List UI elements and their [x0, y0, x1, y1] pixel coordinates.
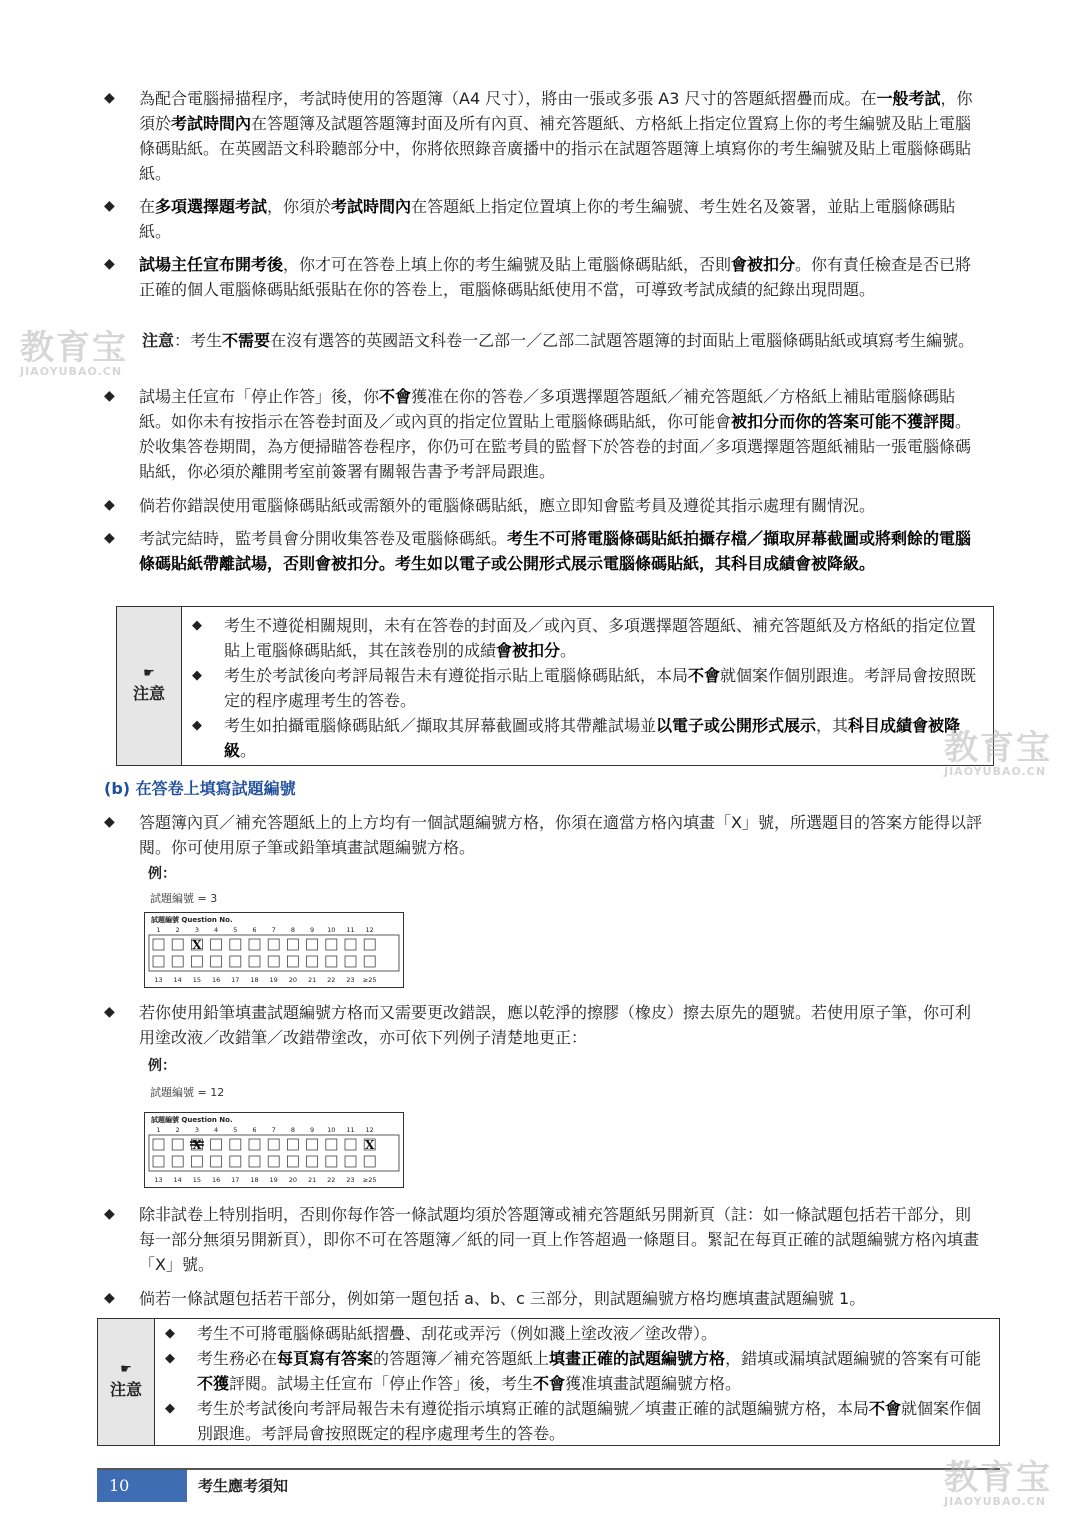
text-run: 。: [240, 741, 257, 760]
grid-bottom-number: 21: [307, 1176, 317, 1184]
bullet-text: [139, 493, 986, 518]
text-run: 考生務必在: [197, 1349, 278, 1368]
bullet-icon: ◆: [165, 1326, 175, 1341]
grid-top-number: 5: [233, 926, 238, 934]
grid-bottom-number: ≥25: [362, 976, 377, 984]
grid-top-number: 9: [310, 926, 315, 934]
text-run: ，你才可在答卷上填上你的考生編號及貼上電腦條碼貼紙，否則: [283, 255, 732, 274]
grid-bottom-number: 20: [288, 976, 298, 984]
text-run: 的答題簿／補充答題紙上: [373, 1349, 550, 1368]
bold-text: 一般考試: [876, 89, 941, 108]
text-run: ，錯填或漏填試題編號的答案有可能: [725, 1349, 982, 1368]
text-run: 若你使用鉛筆填畫試題編號方格而又需要更改錯誤，應以乾淨的擦膠（橡皮）擦去原先的題號。若使用原子筆，你可利用塗改液／改錯筆／改錯帶塗改，亦可依下列例子清楚地更正：: [139, 1003, 972, 1047]
text-run: 除非試卷上特別指明，否則你每作答一條試題均須於答題簿或補充答題紙另開新頁（註：如一條試題包括若干部分，則每一部分無須另開新頁），即你不可在答題簿／紙的同一頁上作答超過一條題目。緊記在每頁正確的試題編號方格內填畫「X」號。: [139, 1205, 980, 1274]
grid-bottom-number: 18: [250, 976, 259, 984]
bullet-item: [104, 252, 986, 302]
text-run: 就個案作個別跟進。考評局會按照既定的程序處理考生的答卷。: [224, 666, 977, 710]
grid-top-number: 10: [327, 1126, 336, 1134]
text-run: ，其: [816, 716, 849, 735]
notice-items: [182, 607, 993, 765]
bold-text: 考試時間內: [331, 197, 412, 216]
text-run: 在: [139, 197, 156, 216]
grid-box-bottom: [307, 1156, 318, 1167]
pointing-hand-icon: ☛: [143, 665, 155, 681]
grid-box-bottom: [211, 956, 222, 967]
bullet-item: [104, 1286, 986, 1311]
notice-item-text: [197, 1399, 981, 1443]
bold-text: 不會: [869, 1399, 902, 1418]
grid-box-top: [345, 1139, 356, 1150]
grid-box-bottom: [345, 1156, 356, 1167]
notice-item-text: [224, 716, 960, 760]
bullet-icon: ◆: [104, 530, 115, 546]
grid-top-number: 6: [252, 1126, 257, 1134]
grid-box-bottom: [364, 956, 375, 967]
text-run: 。你有責任檢查是否已將正確的個人電腦條碼貼紙張貼在你的答卷上，電腦條碼貼紙使用不當，可導致考試成績的紀錄出現問題。: [139, 255, 972, 299]
inline-note: [142, 328, 987, 353]
bullet-item: [104, 493, 986, 518]
example-caption: 試題編號 = 12: [150, 1086, 225, 1099]
notice-item-text: [224, 666, 976, 710]
grid-drawing: [145, 1113, 403, 1187]
watermark-logo-text: 教育宝: [944, 728, 1052, 768]
grid-bottom-number: 13: [154, 976, 163, 984]
bold-text: 以電子或公開形式展示: [656, 716, 817, 735]
notice-item-text: [197, 1324, 717, 1343]
section-heading: (b) 在答卷上填寫試題編號: [104, 779, 296, 798]
grid-bottom-number: 18: [250, 1176, 259, 1184]
grid-top-number: 1: [156, 1126, 161, 1134]
note-text: [190, 331, 974, 350]
grid-box-bottom: [326, 956, 337, 967]
bullet-icon: ◆: [104, 90, 115, 106]
grid-box-bottom: [249, 956, 260, 967]
notice-label: 注意: [109, 1379, 142, 1399]
bullet-icon: ◆: [104, 814, 115, 830]
grid-bottom-number: 16: [211, 976, 221, 984]
page-number: 10: [97, 1470, 187, 1502]
bold-text: 會被扣分: [731, 255, 796, 274]
bullet-text: [139, 526, 986, 576]
grid-bottom-number: 22: [327, 1176, 336, 1184]
bullet-item: [104, 384, 986, 484]
bullet-icon: ◆: [165, 1401, 175, 1416]
text-run: 獲准在你的答卷／多項選擇題答題紙／補充答題紙／方格紙上補貼電腦條碼貼紙。如你未有按指示在答卷封面及／或內頁的指定位置貼上電腦條碼貼紙，你可能會: [139, 387, 956, 431]
bold-text: 不需要: [222, 331, 271, 350]
text-run: 考生不遵從相關規則，未有在答卷的封面及／或內頁、多項選擇題答題紙、補充答題紙及方格紙的指定位置貼上電腦條碼貼紙，其在該卷別的成績: [224, 616, 977, 660]
bullet-item: [104, 810, 986, 860]
grid-box-top: [153, 939, 164, 950]
pointing-hand-icon: ☛: [120, 1361, 132, 1377]
grid-box-bottom: [364, 1156, 375, 1167]
bullet-text: [139, 252, 986, 302]
grid-box-top: [268, 1139, 279, 1150]
watermark-sub-text: JIAOYUBAO.CN: [944, 765, 1047, 778]
grid-top-number: 3: [194, 1126, 199, 1134]
text-run: 在答題簿及試題答題簿封面及所有內頁、補充答題紙、方格紙上指定位置寫上你的考生編號及貼上電腦條碼貼紙。在英國語文科聆聽部分中，你將依照錄音廣播中的指示在試題答題簿上填寫你的考生編號及貼上電腦條碼貼紙。: [139, 114, 972, 183]
grid-box-top: [364, 939, 375, 950]
grid-top-number: 2: [175, 926, 180, 934]
grid-top-number: 6: [252, 926, 257, 934]
bold-text: 不獲: [197, 1374, 230, 1393]
notice-item: [163, 1321, 993, 1346]
grid-bottom-number: 21: [307, 976, 317, 984]
grid-box-bottom: [153, 1156, 164, 1167]
bullet-item: [104, 86, 986, 186]
grid-x-mark: X: [192, 1138, 202, 1152]
bullet-text: [139, 810, 986, 860]
grid-box-bottom: [268, 956, 279, 967]
bullet-item: [104, 1202, 986, 1277]
grid-box-bottom: [172, 956, 183, 967]
text-run: 為配合電腦掃描程序，考試時使用的答題簿（A4 尺寸），將由一張或多張 A3 尺寸的答題紙摺疊而成。在: [139, 89, 877, 108]
text-run: 考生於考試後向考評局報告未有遵從指示填寫正確的試題編號／填畫正確的試題編號方格，本局: [197, 1399, 870, 1418]
text-run: 考生如拍攝電腦條碼貼紙／擷取其屏幕截圖或將其帶離試場並: [224, 716, 657, 735]
grid-top-number: 3: [194, 926, 199, 934]
bold-text: 被扣分而你的答案可能不獲評閱: [731, 412, 956, 431]
grid-top-number: 7: [271, 1126, 276, 1134]
grid-box-top: [211, 1139, 222, 1150]
text-run: 評閱。試場主任宣布「停止作答」後，考生: [229, 1374, 534, 1393]
bullet-text: [139, 1000, 986, 1050]
bold-text: 考生不可將電腦條碼貼紙拍攝存檔／擷取屏幕截圖或將剩餘的電腦條碼貼紙帶離試場，否則會被扣分。考生如以電子或公開形式展示電腦條碼貼紙，其科目成績會被降級。: [139, 529, 972, 573]
bullet-icon: ◆: [165, 1351, 175, 1366]
grid-box-top: [230, 1139, 241, 1150]
grid-top-number: 12: [365, 1126, 374, 1134]
bullet-icon: ◆: [104, 388, 115, 404]
example-label: 例：: [148, 1058, 176, 1074]
grid-title: 試題編號 Question No.: [151, 1116, 233, 1124]
grid-bottom-number: 15: [192, 1176, 202, 1184]
text-run: 考試完結時，監考員會分開收集答卷及電腦條碼紙。: [139, 529, 508, 548]
grid-box-top: [153, 1139, 164, 1150]
bullet-icon: ◆: [104, 1004, 115, 1020]
notice-box: [97, 1318, 1000, 1446]
bold-text: 不會: [688, 666, 721, 685]
notice-items: [155, 1319, 999, 1445]
grid-box-top: [230, 939, 241, 950]
grid-bottom-number: 13: [154, 1176, 163, 1184]
watermark: [944, 730, 1052, 778]
grid-bottom-number: 23: [346, 976, 355, 984]
notice-item-text: [224, 616, 976, 660]
grid-box-top: [268, 939, 279, 950]
grid-box-bottom: [307, 956, 318, 967]
bullet-icon: ◆: [104, 497, 115, 513]
text-run: ，你須於: [267, 197, 332, 216]
bold-text: 考試時間內: [171, 114, 252, 133]
grid-box-bottom: [230, 1156, 241, 1167]
grid-bottom-number: 17: [231, 976, 240, 984]
grid-bottom-number: 16: [211, 1176, 221, 1184]
grid-box-top: [172, 1139, 183, 1150]
text-run: 倘若一條試題包括若干部分，例如第一題包括 a、b、c 三部分，則試題編號方格均應填畫試題編號 1。: [139, 1289, 866, 1308]
grid-box-top: [307, 939, 318, 950]
grid-bottom-number: 23: [346, 1176, 355, 1184]
grid-box-top: [326, 939, 337, 950]
grid-box-bottom: [191, 956, 202, 967]
text-run: 考生於考試後向考評局報告未有遵從指示貼上電腦條碼貼紙，本局: [224, 666, 689, 685]
bold-text: 每頁寫有答案: [277, 1349, 374, 1368]
grid-title: 試題編號 Question No.: [151, 916, 233, 924]
bold-text: 填畫正確的試題編號方格: [549, 1349, 726, 1368]
bold-text: 多項選擇題考試: [155, 197, 268, 216]
watermark: [20, 330, 128, 378]
grid-top-number: 4: [214, 926, 219, 934]
bullet-icon: ◆: [104, 1290, 115, 1306]
notice-box: [116, 606, 994, 766]
grid-top-number: 10: [327, 926, 336, 934]
bullet-text: [139, 384, 986, 484]
grid-box-bottom: [326, 1156, 337, 1167]
question-number-grid: [144, 1112, 404, 1188]
grid-box-top: [249, 1139, 260, 1150]
watermark-logo-text: 教育宝: [20, 328, 128, 368]
bold-text: 科目成績會被降級: [224, 716, 961, 760]
notice-item: [190, 613, 987, 663]
grid-bottom-number: 14: [173, 1176, 182, 1184]
bold-text: 不會: [533, 1374, 566, 1393]
grid-box-bottom: [191, 1156, 202, 1167]
grid-top-number: 11: [346, 1126, 355, 1134]
grid-top-number: 2: [175, 1126, 180, 1134]
grid-box-top: [307, 1139, 318, 1150]
notice-item: [163, 1396, 993, 1446]
grid-top-number: 7: [271, 926, 276, 934]
grid-box-top: [211, 939, 222, 950]
bullet-text: [139, 194, 986, 244]
text-run: 倘若你錯誤使用電腦條碼貼紙或需額外的電腦條碼貼紙，應立即知會監考員及遵從其指示處理有關情況。: [139, 496, 876, 515]
grid-top-number: 11: [346, 926, 355, 934]
watermark-sub-text: JIAOYUBAO.CN: [944, 1495, 1047, 1508]
footer-title: 考生應考須知: [198, 1477, 289, 1495]
bullet-icon: ◆: [104, 256, 115, 272]
bullet-item: [104, 194, 986, 244]
watermark-sub-text: JIAOYUBAO.CN: [20, 365, 123, 378]
bold-text: 試場主任宣布開考後: [139, 255, 284, 274]
bullet-item: [104, 526, 986, 576]
grid-bottom-number: 22: [327, 976, 336, 984]
text-run: 在答題紙上指定位置填上你的考生編號、考生姓名及簽署，並貼上電腦條碼貼紙。: [139, 197, 956, 241]
grid-box-bottom: [345, 956, 356, 967]
text-run: 試場主任宣布「停止作答」後，你: [139, 387, 380, 406]
bullet-text: [139, 1286, 986, 1311]
grid-top-number: 8: [290, 1126, 295, 1134]
text-run: ，你須於: [139, 89, 973, 133]
bullet-icon: ◆: [192, 618, 202, 633]
grid-box-bottom: [211, 1156, 222, 1167]
grid-box-top: [249, 939, 260, 950]
grid-bottom-number: 19: [269, 1176, 278, 1184]
grid-top-number: 5: [233, 1126, 238, 1134]
note-colon: ：: [174, 331, 191, 350]
notice-item-text: [197, 1349, 981, 1393]
grid-box-bottom: [172, 1156, 183, 1167]
watermark-logo-text: 教育宝: [944, 1458, 1052, 1498]
text-run: 在沒有選答的英國語文科卷一乙部一／乙部二試題答題簿的封面貼上電腦條碼貼紙或填寫考生編號。: [270, 331, 975, 350]
grid-bottom-number: 20: [288, 1176, 298, 1184]
grid-box-bottom: [249, 1156, 260, 1167]
grid-top-number: 4: [214, 1126, 219, 1134]
grid-drawing: [145, 913, 403, 987]
bold-text: 會被扣分: [496, 641, 561, 660]
grid-box-top: [345, 939, 356, 950]
notice-item: [163, 1346, 993, 1396]
notice-item: [190, 663, 987, 713]
notice-side: [117, 607, 182, 765]
grid-top-number: 8: [290, 926, 295, 934]
grid-bottom-number: 19: [269, 976, 278, 984]
grid-x-mark: X: [192, 938, 202, 952]
note-label: 注意: [142, 331, 175, 350]
grid-top-number: 1: [156, 926, 161, 934]
notice-label: 注意: [132, 683, 165, 703]
text-run: 考生不可將電腦條碼貼紙摺疊、刮花或弄污（例如濺上塗改液／塗改帶）。: [197, 1324, 718, 1343]
grid-box-bottom: [230, 956, 241, 967]
grid-top-number: 12: [365, 926, 374, 934]
example-label: 例：: [148, 866, 176, 882]
text-run: 考生: [190, 331, 223, 350]
text-run: 。: [560, 641, 577, 660]
text-run: 答題簿內頁／補充答題紙上的上方均有一個試題編號方格，你須在適當方格內填畫「X」號，所選題目的答案方能得以評閱。你可使用原子筆或鉛筆填畫試題編號方格。: [139, 813, 982, 857]
notice-item: [190, 713, 987, 763]
bold-text: 不會: [379, 387, 412, 406]
watermark: [944, 1460, 1052, 1508]
grid-box-top: [287, 1139, 298, 1150]
grid-bottom-number: ≥25: [362, 1176, 377, 1184]
bullet-icon: ◆: [104, 1206, 115, 1222]
notice-side: [98, 1319, 155, 1445]
grid-box-top: [287, 939, 298, 950]
bullet-text: [139, 86, 986, 186]
grid-top-number: 9: [310, 1126, 315, 1134]
bullet-icon: ◆: [192, 718, 202, 733]
grid-box-bottom: [287, 956, 298, 967]
grid-box-top: [172, 939, 183, 950]
grid-bottom-number: 15: [192, 976, 202, 984]
grid-box-bottom: [268, 1156, 279, 1167]
question-number-grid: [144, 912, 404, 988]
example-caption: 試題編號 = 3: [150, 892, 218, 905]
grid-bottom-number: 14: [173, 976, 182, 984]
grid-box-bottom: [153, 956, 164, 967]
bullet-icon: ◆: [104, 198, 115, 214]
grid-box-top: [326, 1139, 337, 1150]
text-run: 就個案作個別跟進。考評局會按照既定的程序處理考生的答卷。: [197, 1399, 982, 1443]
grid-bottom-number: 17: [231, 1176, 240, 1184]
bullet-icon: ◆: [192, 668, 202, 683]
grid-x-mark: X: [365, 1138, 375, 1152]
text-run: 。於收集答卷期間，為方便掃瞄答卷程序，你仍可在監考員的監督下於答卷的封面／多項選擇題答題紙補貼一張電腦條碼貼紙，你必須於離開考室前簽署有關報告書予考評局跟進。: [139, 412, 972, 481]
text-run: 獲准填畫試題編號方格。: [565, 1374, 742, 1393]
grid-box-bottom: [287, 1156, 298, 1167]
bullet-item: [104, 1000, 986, 1050]
bullet-text: [139, 1202, 986, 1277]
